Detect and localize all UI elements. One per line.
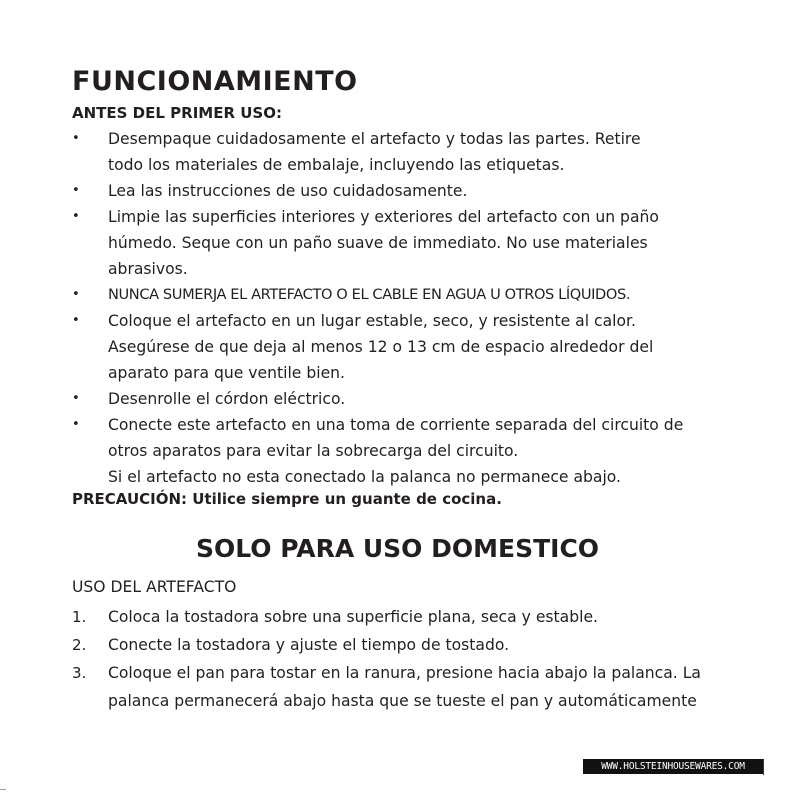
warning-text: NUNCA SUMERJA EL ARTEFACTO O EL CABLE EN AGUA U OTROS LÍQUIDOS. xyxy=(108,286,631,303)
website-watermark: WWW.HOLSTEINHOUSEWARES.COM xyxy=(583,759,763,774)
bullet-icon: • xyxy=(72,417,80,432)
list-item xyxy=(0,282,795,308)
crop-mark xyxy=(763,759,764,775)
list-item-text: Coloque el artefacto en un lugar estable, seco, y resistente al calor. Asegúrese de que deja al menos 12 o 13 cm de espacio alrededor del aparato para que ventile bien. xyxy=(108,312,654,382)
bullet-icon: • xyxy=(72,391,80,406)
caution-note: PRECAUCIÓN: Utilice siempre un guante de cocina. xyxy=(72,490,502,508)
list-item xyxy=(0,204,795,282)
step-number: 2. xyxy=(72,636,87,654)
step-number: 3. xyxy=(72,664,87,682)
crop-mark xyxy=(0,789,6,790)
step-item xyxy=(0,603,795,631)
step-item xyxy=(0,631,795,659)
usage-steps-list xyxy=(0,603,795,715)
section-title: SOLO PARA USO DOMESTICO xyxy=(195,534,600,563)
list-item-text: Conecte este artefacto en una toma de corriente separada del circuito de otros aparatos para evitar la sobrecarga del circuito. Si el artefacto no esta conectado la palanca no permanece abajo. xyxy=(108,416,684,486)
section-subheading: ANTES DEL PRIMER USO: xyxy=(72,104,282,122)
list-item-text: Desenrolle el córdon eléctrico. xyxy=(108,390,346,408)
step-item xyxy=(0,659,795,715)
page-title: FUNCIONAMIENTO xyxy=(72,66,358,97)
bullet-icon: • xyxy=(72,287,80,302)
list-item xyxy=(0,412,795,490)
bullet-icon: • xyxy=(72,183,80,198)
bullet-icon: • xyxy=(72,131,80,146)
list-item xyxy=(0,386,795,412)
list-item-text: Desempaque cuidadosamente el artefacto y todas las partes. Retire todo los materiales de embalaje, incluyendo las etiquetas. xyxy=(108,130,641,174)
step-number: 1. xyxy=(72,608,87,626)
step-text: Conecte la tostadora y ajuste el tiempo de tostado. xyxy=(108,636,510,654)
step-text: Coloca la tostadora sobre una superficie plana, seca y estable. xyxy=(108,608,598,626)
bullet-icon: • xyxy=(72,313,80,328)
step-text: Coloque el pan para tostar en la ranura, presione hacia abajo la palanca. La palanca permanecerá abajo hasta que se tueste el pan y automáticamente xyxy=(108,664,701,710)
usage-heading: USO DEL ARTEFACTO xyxy=(72,578,237,596)
list-item xyxy=(0,178,795,204)
list-item-text: Lea las instrucciones de uso cuidadosamente. xyxy=(108,182,468,200)
list-item-text: Limpie las superficies interiores y exteriores del artefacto con un paño húmedo. Seque con un paño suave de immediato. No use materiales abrasivos. xyxy=(108,208,659,278)
list-item xyxy=(0,126,795,178)
bullet-icon: • xyxy=(72,209,80,224)
instructions-bullet-list xyxy=(0,126,795,490)
list-item xyxy=(0,308,795,386)
